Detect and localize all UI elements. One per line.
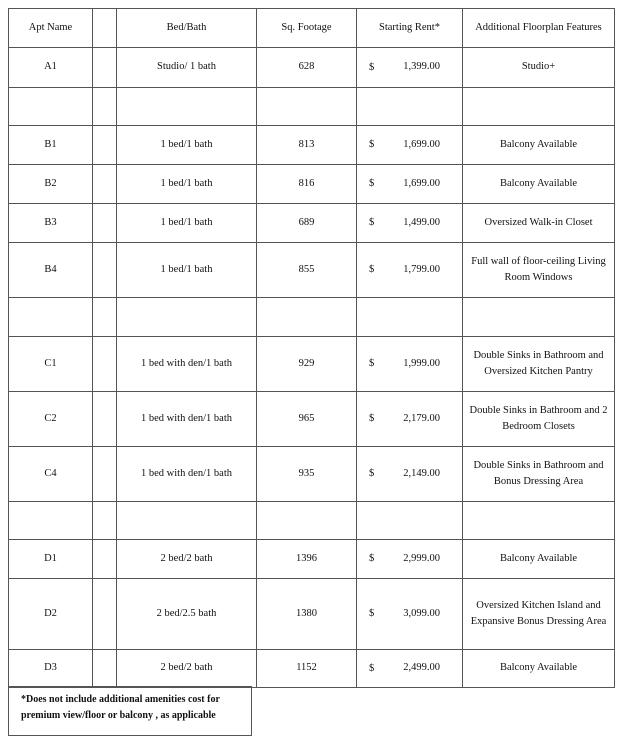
features: Double Sinks in Bathroom and Bonus Dressing Area <box>463 447 615 502</box>
blank-cell <box>93 447 117 502</box>
sq-footage: 689 <box>257 204 357 243</box>
features: Studio+ <box>463 48 615 88</box>
currency-symbol: $ <box>369 177 375 189</box>
blank-cell <box>93 204 117 243</box>
table-row <box>9 540 615 579</box>
features: Double Sinks in Bathroom and Oversized Kitchen Pantry <box>463 337 615 392</box>
starting-rent <box>357 165 463 204</box>
features: Balcony Available <box>463 165 615 204</box>
rent-amount: 3,099.00 <box>403 607 440 619</box>
bed-bath: 1 bed/1 bath <box>117 126 257 165</box>
starting-rent <box>357 126 463 165</box>
table-row <box>9 48 615 88</box>
spacer-row <box>9 502 615 540</box>
table-row <box>9 243 615 298</box>
apt-name: B2 <box>9 165 93 204</box>
apt-name: B3 <box>9 204 93 243</box>
table-row <box>9 447 615 502</box>
bed-bath: 2 bed/2 bath <box>117 650 257 688</box>
header-row <box>9 9 615 48</box>
features: Oversized Kitchen Island and Expansive Bonus Dressing Area <box>463 579 615 650</box>
currency-symbol: $ <box>369 552 375 564</box>
starting-rent <box>357 392 463 447</box>
features: Full wall of floor-ceiling Living Room Windows <box>463 243 615 298</box>
rent-amount: 2,179.00 <box>403 412 440 424</box>
rent-amount: 1,499.00 <box>403 216 440 228</box>
apt-name: D3 <box>9 650 93 688</box>
sq-footage: 1380 <box>257 579 357 650</box>
features: Balcony Available <box>463 126 615 165</box>
starting-rent <box>357 540 463 579</box>
apt-name: C2 <box>9 392 93 447</box>
rent-amount: 1,799.00 <box>403 263 440 275</box>
floorplan-pricing-table <box>8 8 615 688</box>
sq-footage: 1396 <box>257 540 357 579</box>
apt-name: A1 <box>9 48 93 88</box>
table-row <box>9 165 615 204</box>
sq-footage: 816 <box>257 165 357 204</box>
header-bed-bath: Bed/Bath <box>117 9 257 48</box>
sq-footage: 813 <box>257 126 357 165</box>
blank-cell <box>93 337 117 392</box>
bed-bath: 1 bed/1 bath <box>117 243 257 298</box>
currency-symbol: $ <box>369 467 375 479</box>
sq-footage: 628 <box>257 48 357 88</box>
header-blank <box>93 9 117 48</box>
starting-rent <box>357 204 463 243</box>
blank-cell <box>93 165 117 204</box>
header-starting-rent: Starting Rent* <box>357 9 463 48</box>
currency-symbol: $ <box>369 216 375 228</box>
rent-amount: 1,699.00 <box>403 177 440 189</box>
apt-name: D1 <box>9 540 93 579</box>
table-row <box>9 204 615 243</box>
rent-amount: 1,699.00 <box>403 138 440 150</box>
starting-rent <box>357 337 463 392</box>
table-row <box>9 579 615 650</box>
bed-bath: 1 bed with den/1 bath <box>117 337 257 392</box>
starting-rent <box>357 447 463 502</box>
bed-bath: 1 bed with den/1 bath <box>117 447 257 502</box>
apt-name: C4 <box>9 447 93 502</box>
blank-cell <box>93 650 117 688</box>
table-row <box>9 650 615 688</box>
blank-cell <box>93 126 117 165</box>
rent-amount: 2,149.00 <box>403 467 440 479</box>
apt-name: B1 <box>9 126 93 165</box>
rent-amount: 2,999.00 <box>403 552 440 564</box>
features: Oversized Walk-in Closet <box>463 204 615 243</box>
bed-bath: 2 bed/2.5 bath <box>117 579 257 650</box>
blank-cell <box>93 540 117 579</box>
table-row <box>9 126 615 165</box>
currency-symbol: $ <box>369 61 375 73</box>
currency-symbol: $ <box>369 138 375 150</box>
currency-symbol: $ <box>369 607 375 619</box>
currency-symbol: $ <box>369 263 375 275</box>
table-row <box>9 392 615 447</box>
sq-footage: 965 <box>257 392 357 447</box>
header-sq-footage: Sq. Footage <box>257 9 357 48</box>
bed-bath: 2 bed/2 bath <box>117 540 257 579</box>
rent-amount: 1,999.00 <box>403 357 440 369</box>
sq-footage: 855 <box>257 243 357 298</box>
sq-footage: 1152 <box>257 650 357 688</box>
rent-amount: 2,499.00 <box>403 662 440 674</box>
currency-symbol: $ <box>369 412 375 424</box>
starting-rent <box>357 243 463 298</box>
currency-symbol: $ <box>369 662 375 674</box>
rent-footnote: *Does not include additional amenities cost for premium view/floor or balcony , as applicable <box>8 686 252 736</box>
apt-name: D2 <box>9 579 93 650</box>
apt-name: B4 <box>9 243 93 298</box>
features: Balcony Available <box>463 540 615 579</box>
starting-rent <box>357 579 463 650</box>
features: Balcony Available <box>463 650 615 688</box>
blank-cell <box>93 243 117 298</box>
header-features: Additional Floorplan Features <box>463 9 615 48</box>
spacer-row <box>9 298 615 337</box>
blank-cell <box>93 48 117 88</box>
blank-cell <box>93 392 117 447</box>
bed-bath: 1 bed with den/1 bath <box>117 392 257 447</box>
starting-rent <box>357 650 463 688</box>
apt-name: C1 <box>9 337 93 392</box>
header-apt-name: Apt Name <box>9 9 93 48</box>
starting-rent <box>357 48 463 88</box>
sq-footage: 935 <box>257 447 357 502</box>
bed-bath: 1 bed/1 bath <box>117 204 257 243</box>
rent-amount: 1,399.00 <box>403 61 440 73</box>
blank-cell <box>93 579 117 650</box>
spacer-row <box>9 88 615 126</box>
bed-bath: Studio/ 1 bath <box>117 48 257 88</box>
bed-bath: 1 bed/1 bath <box>117 165 257 204</box>
features: Double Sinks in Bathroom and 2 Bedroom Closets <box>463 392 615 447</box>
sq-footage: 929 <box>257 337 357 392</box>
currency-symbol: $ <box>369 357 375 369</box>
table-row <box>9 337 615 392</box>
